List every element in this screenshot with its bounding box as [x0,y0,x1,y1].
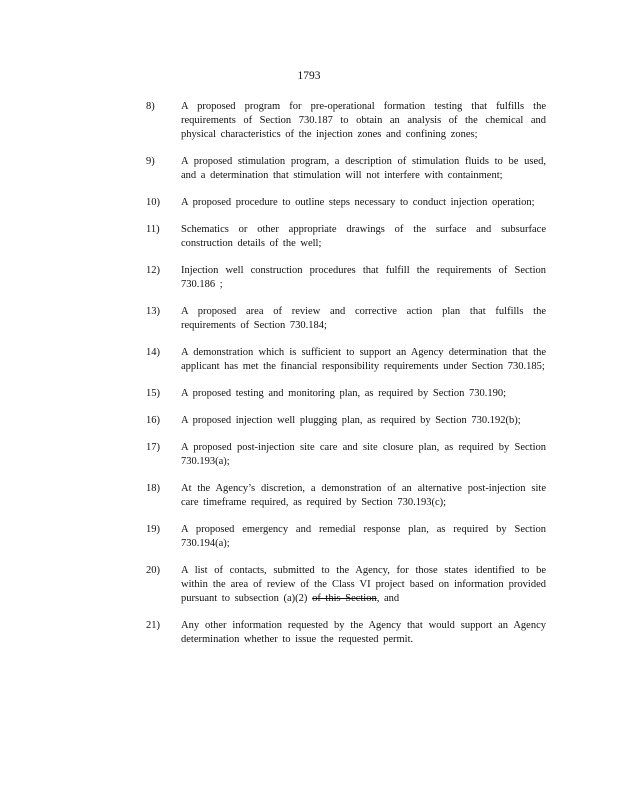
page-number: 1793 [297,70,321,82]
item-text: A proposed program for pre-operational formation testing that fulfills the requirements of Section 730.187 to obtain an analysis of the chemical and physical characteristics of the injection zones and confining zones; [181,101,546,140]
item-text: A proposed stimulation program, a description of stimulation fluids to be used, and a determination that stimulation will not interfere with containment; [181,156,546,181]
item-number: 13) [146,306,160,317]
item-number: 11) [146,224,160,235]
list-item [146,564,546,606]
list-item [146,196,546,210]
item-text: A proposed area of review and corrective action plan that fulfills the requirements of Section 730.184; [181,306,546,331]
item-text: Any other information requested by the Agency that would support an Agency determination whether to issue the requested permit. [181,620,546,645]
list-item [146,482,546,510]
list-item [146,100,546,142]
item-number: 19) [146,524,160,535]
item-number: 18) [146,483,160,494]
item-text: A proposed testing and monitoring plan, as required by Section 730.190; [181,388,507,399]
item-text: Schematics or other appropriate drawings of the surface and subsurface construction details of the well; [181,224,546,249]
list-item [146,305,546,333]
item-number: 9) [146,156,155,167]
list-item [146,155,546,183]
list-item [146,441,546,469]
item-number: 8) [146,101,155,112]
item-number: 20) [146,565,160,576]
item-text-tail: , and [376,593,400,604]
item-text: A proposed procedure to outline steps necessary to conduct injection operation; [181,197,535,208]
item-text: A proposed emergency and remedial response plan, as required by Section 730.194(a); [181,524,546,549]
item-text: A proposed injection well plugging plan, as required by Section 730.192(b); [181,415,521,426]
item-number: 17) [146,442,160,453]
item-text: At the Agency’s discretion, a demonstration of an alternative post-injection site care timeframe required, as required by Section 730.193(c); [181,483,546,508]
item-text: Injection well construction procedures that fulfill the requirements of Section 730.186 ; [181,265,546,290]
item-number: 16) [146,415,160,426]
list-item [146,414,546,428]
list-item [146,387,546,401]
list-item [146,619,546,647]
item-text: A list of contacts, submitted to the Agency, for those states identified to be within the area of review of the Class VI project based on information provided pursuant to subsection (a)(2) [181,565,546,604]
requirements-list [146,100,546,660]
item-number: 12) [146,265,160,276]
item-number: 21) [146,620,160,631]
struck-text: of this Section [312,593,377,604]
list-item [146,223,546,251]
item-number: 15) [146,388,160,399]
item-number: 10) [146,197,160,208]
item-text: A proposed post-injection site care and site closure plan, as required by Section 730.193(a); [181,442,546,467]
list-item [146,264,546,292]
item-text-with-deletion [181,564,546,606]
list-item [146,523,546,551]
item-number: 14) [146,347,160,358]
list-item [146,346,546,374]
item-text: A demonstration which is sufficient to support an Agency determination that the applicant has met the financial responsibility requirements under Section 730.185; [181,347,546,372]
